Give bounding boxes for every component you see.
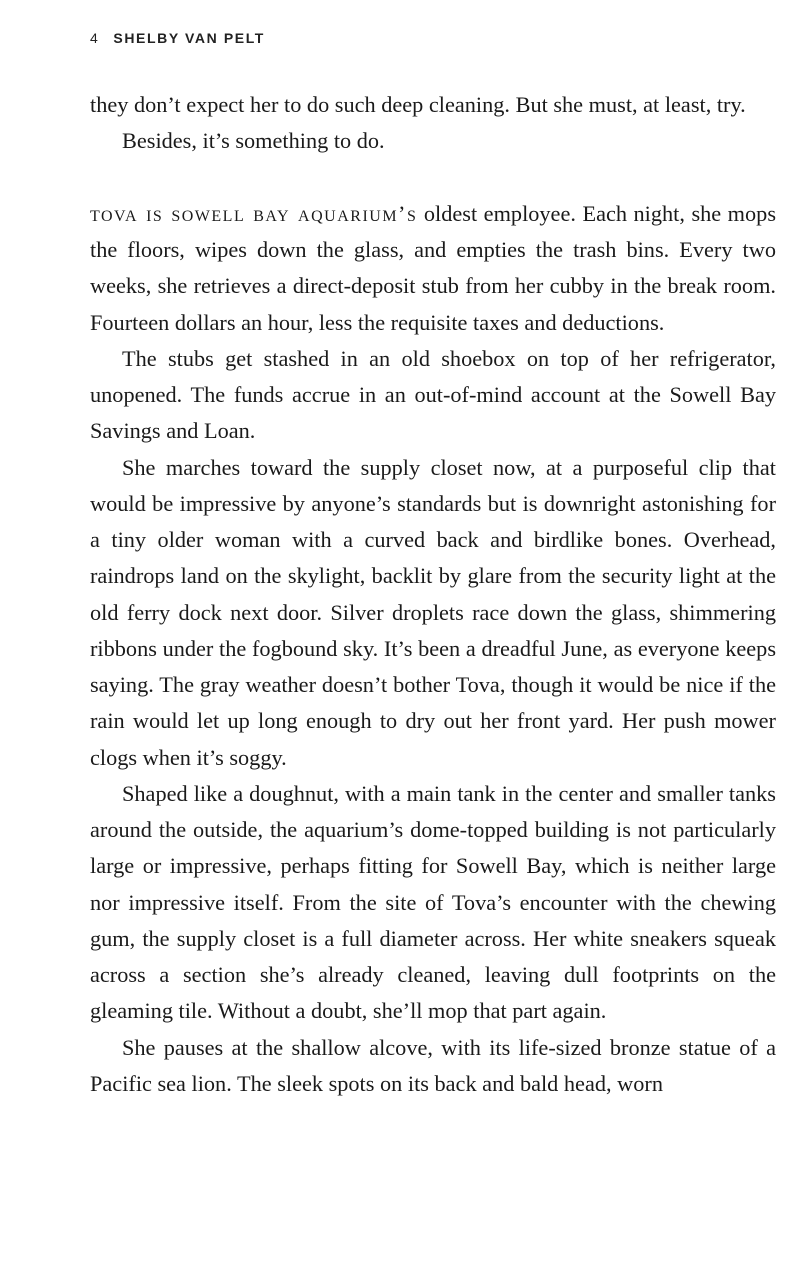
paragraph-continued: they don’t expect her to do such deep cleaning. But she must, at least, try. (90, 92, 746, 117)
body-text (90, 87, 776, 1102)
running-head (90, 30, 265, 46)
section-opening-text: oldest employee. Each night, she mops the floors, wipes down the glass, and empties the trash bins. Every two weeks, she retrieves a direct-deposit stub from her cubby in the break room. Fourteen dollars an hour, less the requisite taxes and deductions. (90, 200, 776, 335)
section-opening-small-caps: tova is sowell bay aquarium’s (90, 200, 418, 226)
author-name: SHELBY VAN PELT (113, 30, 265, 46)
paragraph: Shaped like a doughnut, with a main tank in the center and smaller tanks around the outside, the aquarium’s dome-topped building is not particularly large or impressive, perhaps fitting for Sowell Bay, which is neither large nor impressive itself. From the site of Tova’s encounter with the chewing gum, the supply closet is a full diameter across. Her white sneakers squeak across a section she’s already cleaned, leaving dull footprints on the gleaming tile. Without a doubt, she’ll mop that part again. (90, 780, 776, 1024)
page-number: 4 (90, 30, 100, 46)
section-opening-paragraph (90, 196, 776, 341)
paragraph: Besides, it’s something to do. (122, 128, 385, 154)
paragraph: She marches toward the supply closet now, at a purposeful clip that would be impressive by anyone’s standards but is downright astonishing for a tiny older woman with a curved back and birdlike bones. Overhead, raindrops land on the skylight, backlit by glare from the security light at the old ferry dock next door. Silver droplets race down the glass, shimmering ribbons under the fogbound sky. It’s been a dreadful June, as everyone keeps saying. The gray weather doesn’t bother Tova, though it would be nice if the rain would let up long enough to dry out her front yard. Her push mower clogs when it’s soggy. (90, 454, 776, 770)
paragraph: The stubs get stashed in an old shoebox on top of her refrigerator, unopened. The funds accrue in an out-of-mind account at the Sowell Bay Savings and Loan. (90, 345, 776, 444)
paragraph: She pauses at the shallow alcove, with its life-sized bronze statue of a Pacific sea lion. The sleek spots on its back and bald head, worn (90, 1034, 776, 1096)
